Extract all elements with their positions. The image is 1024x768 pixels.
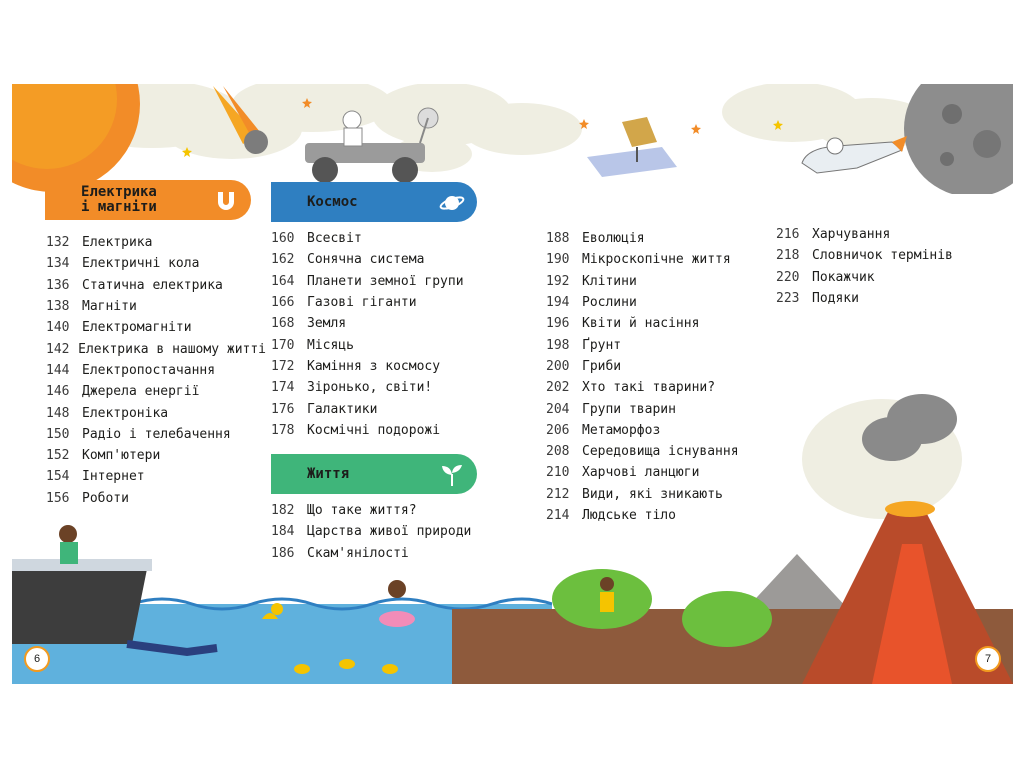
toc-page: 152 xyxy=(46,448,70,464)
toc-page: 172 xyxy=(271,358,295,374)
star-icon xyxy=(773,120,783,130)
toc-label: Види, які зникають xyxy=(582,486,723,502)
toc-label: Радіо і телебачення xyxy=(82,426,231,442)
star-icon xyxy=(579,119,589,129)
toc-label: Каміння з космосу xyxy=(307,358,441,374)
toc-space xyxy=(271,228,501,441)
section-header-life xyxy=(271,454,477,494)
page-number-left xyxy=(24,646,50,672)
toc-page: 162 xyxy=(271,252,295,268)
toc-entry[interactable] xyxy=(271,521,501,542)
toc-page: 136 xyxy=(46,277,70,293)
toc-entry[interactable] xyxy=(546,398,776,419)
toc-back-matter xyxy=(776,224,1006,309)
toc-entry[interactable] xyxy=(271,334,501,355)
toc-page: 140 xyxy=(46,320,70,336)
star-icon xyxy=(182,147,192,157)
section-title: Життя xyxy=(307,465,350,482)
planet-icon xyxy=(439,190,465,216)
toc-life-continued xyxy=(546,228,776,526)
toc-label: Земля xyxy=(307,316,347,332)
toc-entry[interactable] xyxy=(546,377,776,398)
section-title: Космос xyxy=(307,193,358,210)
toc-page: 198 xyxy=(546,337,570,353)
toc-page: 184 xyxy=(271,524,295,540)
toc-entry[interactable] xyxy=(46,488,266,509)
section-header-electricity xyxy=(45,180,251,220)
comet-illustration xyxy=(208,84,278,160)
toc-page: 168 xyxy=(271,316,295,332)
toc-life xyxy=(271,500,501,564)
toc-page: 142 xyxy=(46,341,70,357)
toc-electricity xyxy=(46,232,266,509)
toc-label: Харчові ланцюги xyxy=(582,465,700,481)
toc-label: Електропостачання xyxy=(82,362,216,378)
toc-entry[interactable] xyxy=(46,381,266,402)
toc-label: Людське тіло xyxy=(582,508,676,523)
toc-label: Планети земної групи xyxy=(307,273,464,289)
toc-entry[interactable] xyxy=(46,232,266,253)
toc-label: Електрика xyxy=(82,235,153,251)
toc-label: Джерела енергії xyxy=(82,384,200,400)
toc-page: 214 xyxy=(546,508,570,523)
page-number-right xyxy=(975,646,1001,672)
toc-entry[interactable] xyxy=(46,424,266,445)
toc-page: 186 xyxy=(271,545,295,561)
toc-entry[interactable] xyxy=(546,313,776,334)
toc-page: 150 xyxy=(46,426,70,442)
toc-page: 194 xyxy=(546,295,570,311)
toc-label: Середовища існування xyxy=(582,444,739,460)
toc-entry[interactable] xyxy=(546,228,776,249)
toc-page: 176 xyxy=(271,401,295,417)
toc-page: 190 xyxy=(546,252,570,268)
star-icon xyxy=(691,124,701,134)
toc-label: Зіронько, світи! xyxy=(307,380,433,396)
toc-entry[interactable] xyxy=(776,224,1006,245)
toc-label: Що таке життя? xyxy=(307,503,417,519)
toc-entry[interactable] xyxy=(546,462,776,483)
toc-entry[interactable] xyxy=(271,500,501,521)
toc-entry[interactable] xyxy=(46,338,266,359)
toc-label: Ґрунт xyxy=(582,337,622,353)
toc-entry[interactable] xyxy=(271,313,501,334)
toc-page: 223 xyxy=(776,291,800,307)
toc-entry[interactable] xyxy=(271,543,501,564)
toc-label: Мікроскопічне життя xyxy=(582,252,731,268)
toc-entry[interactable] xyxy=(546,356,776,377)
toc-entry[interactable] xyxy=(546,334,776,355)
toc-entry[interactable] xyxy=(46,402,266,423)
moon-illustration xyxy=(902,84,1013,194)
toc-entry[interactable] xyxy=(46,360,266,381)
toc-entry[interactable] xyxy=(46,253,266,274)
toc-entry[interactable] xyxy=(546,249,776,270)
sun-illustration xyxy=(12,84,152,194)
toc-entry[interactable] xyxy=(546,505,776,526)
space-telescope-illustration xyxy=(582,112,682,187)
section-header-space xyxy=(271,182,477,222)
toc-label: Електричні кола xyxy=(82,256,200,272)
toc-page: 202 xyxy=(546,380,570,396)
space-shuttle-illustration xyxy=(797,128,907,183)
toc-page: 164 xyxy=(271,273,295,289)
toc-entry[interactable] xyxy=(546,271,776,292)
toc-entry[interactable] xyxy=(46,296,266,317)
toc-label: Космічні подорожі xyxy=(307,422,441,438)
toc-entry[interactable] xyxy=(271,249,501,270)
page-number-right-label: 7 xyxy=(984,653,992,665)
toc-page: 204 xyxy=(546,401,570,417)
toc-entry[interactable] xyxy=(271,292,501,313)
toc-label: Сонячна система xyxy=(307,252,425,268)
toc-entry[interactable] xyxy=(546,441,776,462)
toc-page: 174 xyxy=(271,380,295,396)
toc-entry[interactable] xyxy=(271,271,501,292)
toc-page: 154 xyxy=(46,469,70,485)
toc-page: 178 xyxy=(271,422,295,438)
toc-entry[interactable] xyxy=(46,466,266,487)
toc-label: Словничок термінів xyxy=(812,248,953,264)
toc-page: 170 xyxy=(271,337,295,353)
toc-label: Електрика в нашому житті xyxy=(78,341,266,357)
toc-page: 132 xyxy=(46,235,70,251)
lunar-rover-illustration xyxy=(300,98,450,188)
toc-entry[interactable] xyxy=(776,245,1006,266)
toc-label: Гриби xyxy=(582,358,622,374)
toc-label: Квіти й насіння xyxy=(582,316,700,332)
toc-page: 210 xyxy=(546,465,570,481)
toc-label: Метаморфоз xyxy=(582,422,661,438)
toc-entry[interactable] xyxy=(546,420,776,441)
toc-entry[interactable] xyxy=(271,228,501,249)
toc-entry[interactable] xyxy=(776,288,1006,309)
section-title: Електрика і магніти xyxy=(81,184,157,215)
toc-label: Статична електрика xyxy=(82,277,223,293)
toc-label: Галактики xyxy=(307,401,378,417)
toc-label: Електроніка xyxy=(82,405,169,421)
toc-page: 166 xyxy=(271,295,295,311)
toc-page: 134 xyxy=(46,256,70,272)
toc-label: Еволюція xyxy=(582,231,645,247)
toc-label: Газові гіганти xyxy=(307,295,417,311)
toc-page: 160 xyxy=(271,231,295,247)
toc-label: Покажчик xyxy=(812,269,875,285)
toc-page: 216 xyxy=(776,227,800,243)
toc-page: 182 xyxy=(271,503,295,519)
toc-label: Рослини xyxy=(582,295,637,311)
toc-page: 212 xyxy=(546,486,570,502)
toc-entry[interactable] xyxy=(271,356,501,377)
toc-page: 138 xyxy=(46,299,70,315)
toc-page: 196 xyxy=(546,316,570,332)
toc-label: Клітини xyxy=(582,273,637,289)
toc-entry[interactable] xyxy=(46,275,266,296)
toc-page: 200 xyxy=(546,358,570,374)
toc-entry[interactable] xyxy=(546,484,776,505)
toc-page: 192 xyxy=(546,273,570,289)
toc-label: Всесвіт xyxy=(307,231,362,247)
toc-label: Хто такі тварини? xyxy=(582,380,716,396)
magnet-icon xyxy=(213,188,239,214)
toc-label: Інтернет xyxy=(82,469,145,485)
toc-label: Групи тварин xyxy=(582,401,676,417)
toc-entry[interactable] xyxy=(271,420,501,441)
toc-label: Електромагніти xyxy=(82,320,192,336)
toc-entry[interactable] xyxy=(271,398,501,419)
toc-page: 146 xyxy=(46,384,70,400)
toc-page: 188 xyxy=(546,231,570,247)
toc-label: Роботи xyxy=(82,490,129,506)
toc-page: 144 xyxy=(46,362,70,378)
toc-page: 148 xyxy=(46,405,70,421)
toc-page: 156 xyxy=(46,490,70,506)
toc-entry[interactable] xyxy=(776,267,1006,288)
page-number-left-label: 6 xyxy=(33,653,41,665)
toc-page: 220 xyxy=(776,269,800,285)
toc-label: Харчування xyxy=(812,227,891,243)
toc-page: 208 xyxy=(546,444,570,460)
sprout-icon xyxy=(439,462,465,488)
toc-page: 206 xyxy=(546,422,570,438)
toc-page: 218 xyxy=(776,248,800,264)
toc-label: Магніти xyxy=(82,299,137,315)
toc-label: Подяки xyxy=(812,291,859,307)
toc-label: Місяць xyxy=(307,337,354,353)
toc-entry[interactable] xyxy=(546,292,776,313)
toc-label: Комп'ютери xyxy=(82,448,161,464)
toc-label: Скам'янілості xyxy=(307,545,409,561)
toc-entry[interactable] xyxy=(271,377,501,398)
book-spread xyxy=(12,84,1013,684)
toc-label: Царства живої природи xyxy=(307,524,472,540)
toc-entry[interactable] xyxy=(46,445,266,466)
toc-entry[interactable] xyxy=(46,317,266,338)
